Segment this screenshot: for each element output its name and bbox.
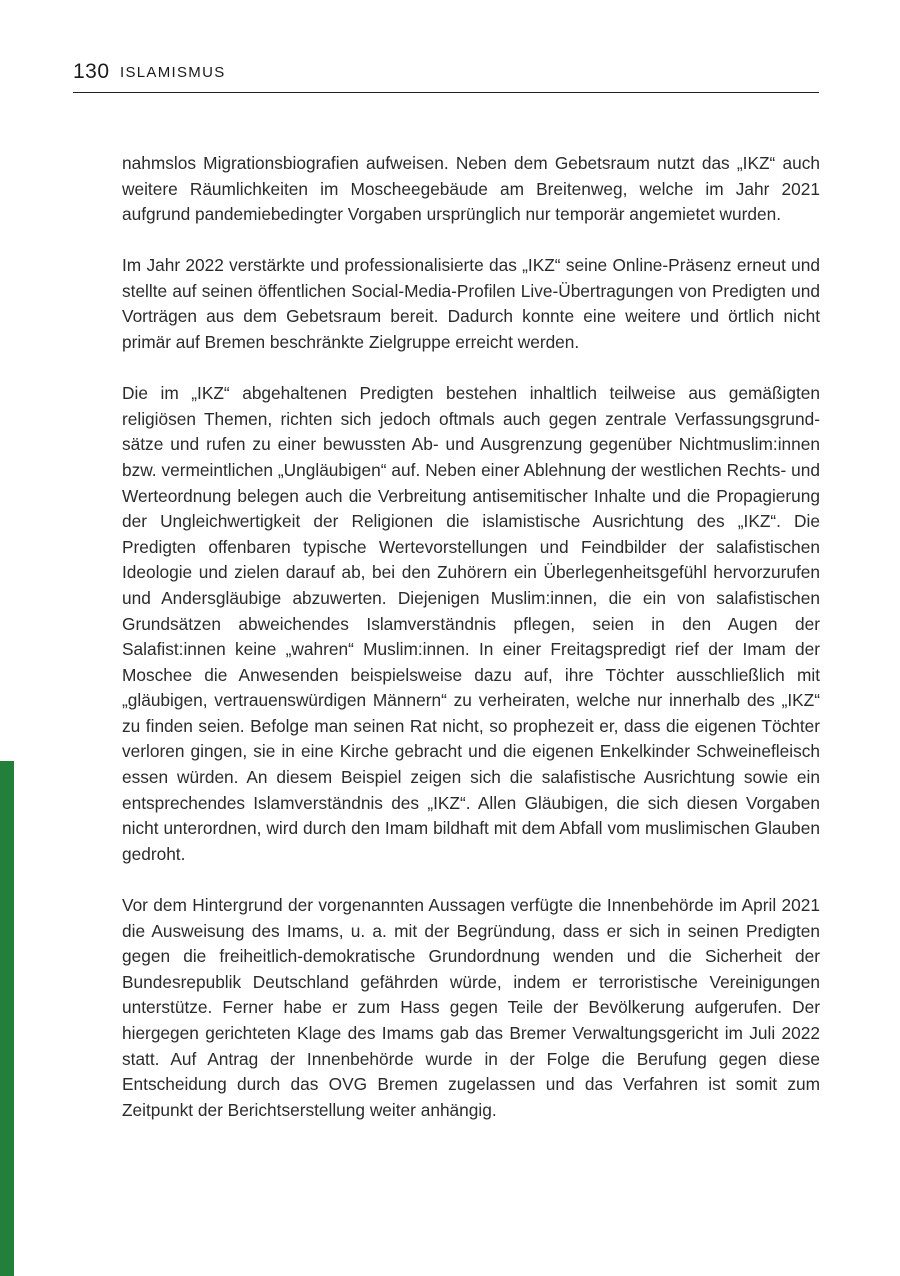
paragraph: Vor dem Hintergrund der vorgenannten Aussagen verfügte die Innenbehörde im April 2021 die Ausweisung des Imams, u. a. mit der Begründung, dass er sich in seinen Predigten gegen die freiheitlich-demokratische Grundordnung wenden und die Sicherheit der Bundesrepublik Deutschland gefährden würde, indem er terroristische Vereinigungen unterstütze. Ferner habe er zum Hass gegen Teile der Bevölkerung aufgerufen. Der hiergegen gerichteten Klage des Imams gab das Bremer Verwaltungsgericht im Juli 2022 statt. Auf Antrag der Innenbehörde wurde in der Folge die Berufung gegen diese Entscheidung durch das OVG Bremen zugelassen und das Verfahren ist somit zum Zeitpunkt der Berichtserstellung weiter anhängig. [122, 894, 820, 1120]
paragraph: Im Jahr 2022 verstärkte und professionalisierte das „IKZ“ seine Online-Präsenz erneut und stellte auf seinen öffentlichen Social-Media-Profilen Live-Übertragungen von Predigten und Vorträgen aus dem Gebetsraum bereit. Dadurch konnte eine weitere und örtlich nicht primär auf Bremen beschränkte Zielgruppe erreicht werden. [122, 255, 820, 353]
section-color-bar [0, 761, 14, 1276]
paragraph: nahmslos Migrationsbiografien aufweisen. Neben dem Gebetsraum nutzt das „IKZ“ auch weitere Räumlichkeiten im Moscheegebäude am Breitenweg, welche im Jahr 2021 aufgrund pandemiebedingter Vorgaben ursprünglich nur temporär angemietet wurden. [122, 153, 820, 225]
paragraph: Die im „IKZ“ abgehaltenen Predigten bestehen inhaltlich teilweise aus gemäßigten religiösen Themen, richten sich jedoch oftmals auch gegen zentrale Verfassungsgrundsätze und rufen zu einer bewussten Ab- und Ausgrenzung gegenüber Nichtmuslim:innen bzw. vermeintlichen „Ungläubigen“ auf. Neben einer Ablehnung der westlichen Rechts- und Werteordnung belegen auch die Verbreitung antisemitischer Inhalte und die Propagierung der Ungleichwertigkeit der Religionen die islamistische Ausrichtung des „IKZ“. Die Predigten offenbaren typische Wertevorstellungen und Feindbilder der salafistischen Ideologie und zielen darauf ab, bei den Zuhörern ein Überlegenheitsgefühl hervorzurufen und Andersgläubige abzuwerten. Diejenigen Muslim:innen, die ein von salafistischen Grundsätzen abweichendes Islamverständnis pflegen, seien in den Augen der Salafist:innen keine „wahren“ Muslim:innen. In einer Freitagspredigt rief der Imam der Moschee die Anwesenden beispielsweise dazu auf, ihre Töchter ausschließlich mit „gläubigen, vertrauenswürdigen Männern“ zu verheiraten, welche nur innerhalb des „IKZ“ zu finden seien. Befolge man seinen Rat nicht, so prophezeit er, dass die eigenen Töchter verloren gingen, sie in eine Kirche gebracht und die eigenen Enkelkinder Schweinefleisch essen würden. An diesem Beispiel zeigen sich die salafistische Ausrichtung sowie ein entsprechendes Islamverständnis des „IKZ“. Allen Gläubigen, die sich diesen Vorgaben nicht unterordnen, wird durch den Imam bildhaft mit dem Abfall vom muslimischen Glauben gedroht. [122, 383, 820, 864]
section-title: ISLAMISMUS [120, 64, 226, 81]
body-text [122, 151, 820, 1149]
page-number: 130 [73, 60, 110, 83]
running-header [73, 58, 819, 93]
